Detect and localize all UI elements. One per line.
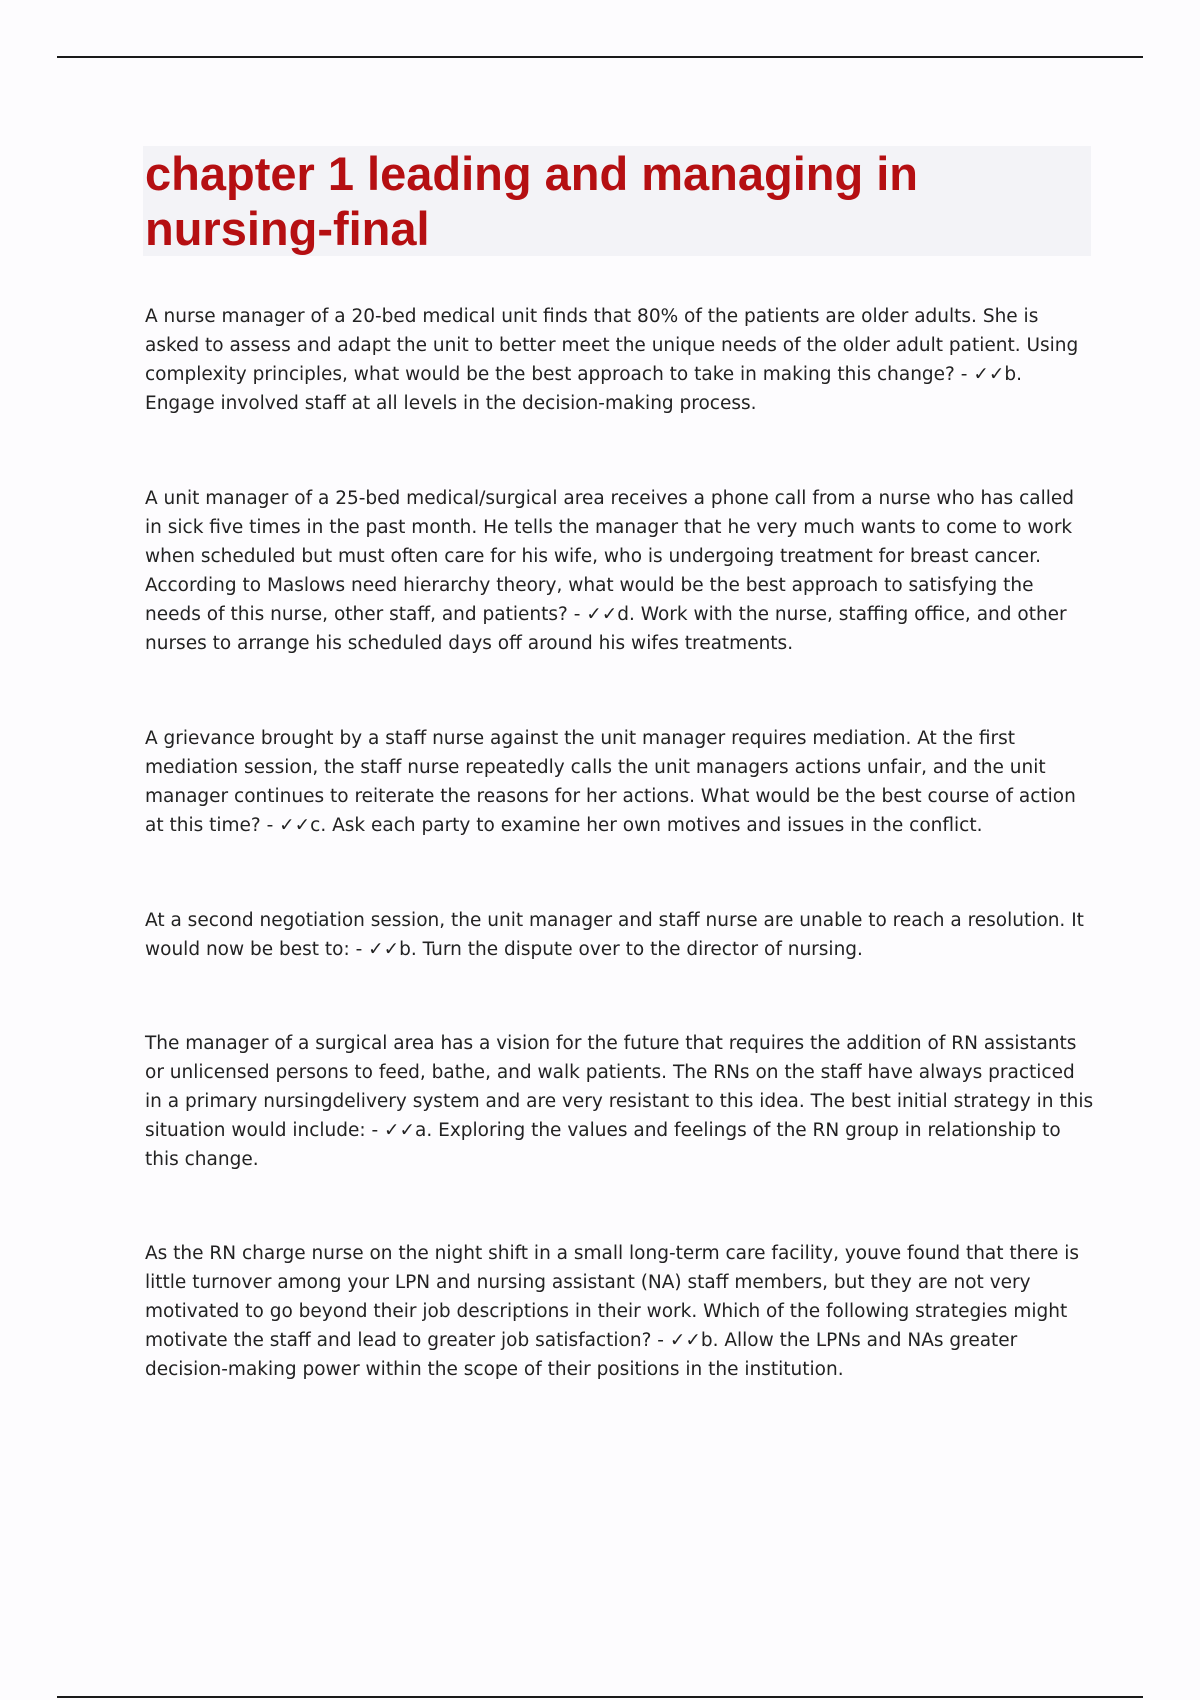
question-text: As the RN charge nurse on the night shift in a small long-term care facility, youve found that there is little turnover among your LPN and nursing assistant (NA) staff members, but they are not very motivated to go beyond their job descriptions in their work. Which of the following strategies might motivate the staff and lead to greater job satisfaction? [145,1243,1079,1351]
qa-item [145,906,1095,964]
qa-separator: - [567,604,587,625]
question-text: A unit manager of a 25-bed medical/surgical area receives a phone call from a nurse who has called in sick five times in the past month. He tells the manager that he very much wants to come to work when scheduled but must often care for his wife, who is undergoing treatment for breast cancer. According to Maslows need hierarchy theory, what would be the best approach to satisfying the needs of this nurse, other staff, and patients? [145,488,1074,625]
qa-separator: - [651,1330,670,1351]
answer-text: ✓✓b. Turn the dispute over to the director of nursing. [368,939,863,960]
question-text: A grievance brought by a staff nurse against the unit manager requires mediation. At the first mediation session, the staff nurse repeatedly calls the unit managers actions unfair, and the unit manager continues to reiterate the reasons for her actions. What would be the best course of action at this time? [145,728,1076,836]
header-rule [57,56,1143,58]
question-text: The manager of a surgical area has a vision for the future that requires the addition of RN assistants or unlicensed persons to feed, bathe, and walk patients. The RNs on the staff have always practiced in a primary nursingdelivery system and are very resistant to this idea. The best initial strategy in this situation would include: [145,1033,1094,1141]
qa-item [145,484,1095,658]
question-text: At a second negotiation session, the unit manager and staff nurse are unable to reach a resolution. It would now be best to: [145,910,1084,960]
qa-separator: - [954,364,974,385]
document-title: chapter 1 leading and managing in nursing-final [145,147,919,255]
qa-separator: - [349,939,369,960]
question-text: A nurse manager of a 20-bed medical unit finds that 80% of the patients are older adults. She is asked to assess and adapt the unit to better meet the unique needs of the older adult patient. Using complexity principles, what would be the best approach to take in making this change? [145,306,1079,385]
answer-text: ✓✓a. Exploring the values and feelings of the RN group in relationship to this change. [145,1120,1061,1170]
qa-separator: - [260,815,280,836]
answer-text: ✓✓d. Work with the nurse, staffing office, and other nurses to arrange his scheduled days off around his wifes treatments. [145,604,1067,654]
qa-item [145,724,1095,840]
qa-separator: - [365,1120,385,1141]
answer-text: ✓✓b. Engage involved staff at all levels in the decision-making process. [145,364,1022,414]
qa-item [145,1239,1095,1384]
qa-item [145,1029,1095,1174]
answer-text: ✓✓c. Ask each party to examine her own motives and issues in the conflict. [279,815,983,836]
answer-text: ✓✓b. Allow the LPNs and NAs greater decision-making power within the scope of their positions in the institution. [145,1330,1018,1380]
qa-item [145,302,1095,418]
footer-rule [57,1696,1143,1698]
